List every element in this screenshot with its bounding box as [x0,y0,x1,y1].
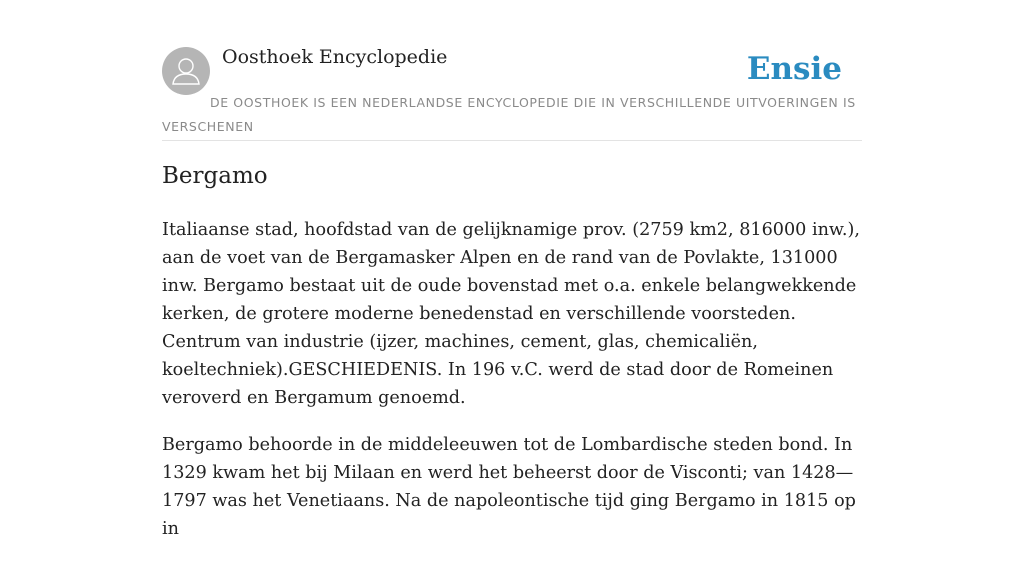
user-avatar-icon[interactable] [162,47,210,95]
source-header [162,44,862,141]
ensie-logo[interactable]: Ensie [746,51,842,87]
article-paragraph: Bergamo behoorde in de middeleeuwen tot de Lombardische steden bond. In 1329 kwam het bij Milaan en werd het beheerst door de Visconti; van 1428—1797 was het Venetiaans. Na de napoleontische tijd ging Bergamo in 1815 op in [162,435,856,539]
article-title: Bergamo [162,163,268,189]
article-body [162,216,862,562]
source-tagline: DE OOSTHOEK IS EEN NEDERLANDSE ENCYCLOPEDIE DIE IN VERSCHILLENDE UITVOERINGEN IS VERSCHENEN [162,95,856,134]
source-name-link[interactable]: Oosthoek Encyclopedie [222,46,448,68]
article-paragraph: Italiaanse stad, hoofdstad van de gelijknamige prov. (2759 km2, 816000 inw.), aan de voet van de Bergamasker Alpen en de rand van de Povlakte, 131000 inw. Bergamo bestaat uit de oude bovenstad met o.a. enkele belangwekkende kerken, de grotere moderne benedenstad en verschillende voorsteden. Centrum van industrie (ijzer, machines, cement, glas, chemicaliën, koeltechniek).GESCHIEDENIS. In 196 v.C. werd de stad door de Romeinen veroverd en Bergamum genoemd. [162,220,860,408]
